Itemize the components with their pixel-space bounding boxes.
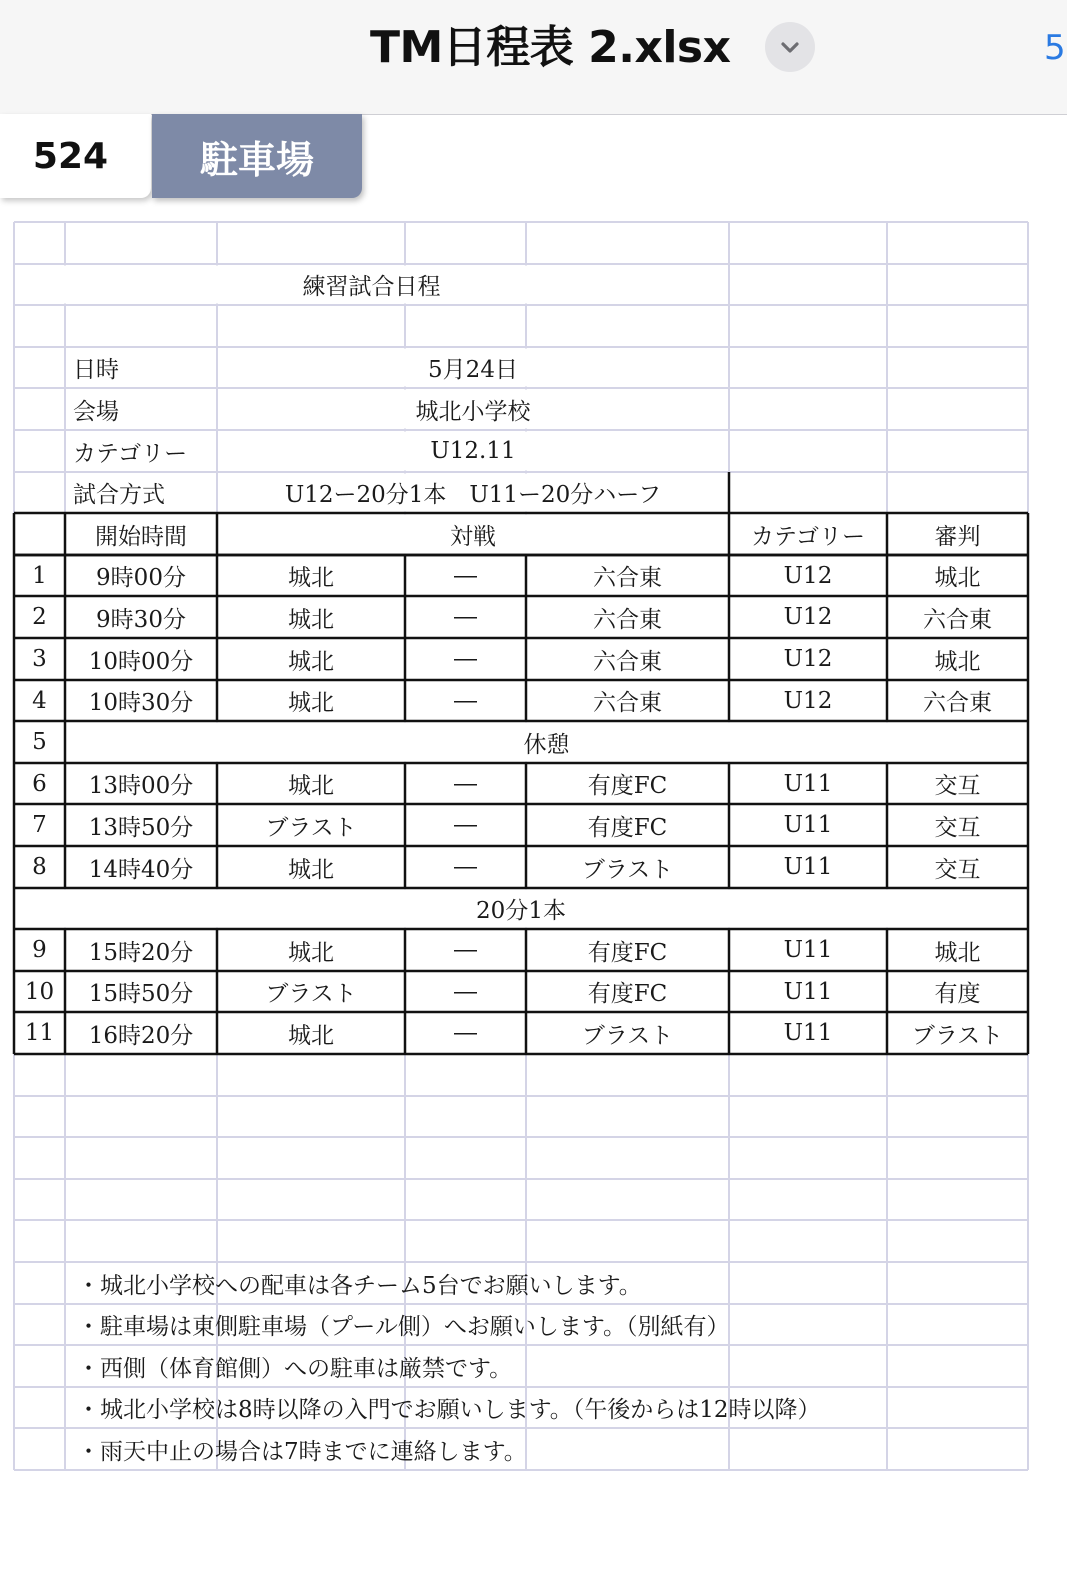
note-line[interactable]: ・雨天中止の場合は7時までに連絡します。 (77, 1438, 527, 1465)
start-time-cell[interactable]: 9時30分 (96, 606, 186, 633)
start-time-cell[interactable]: 10時00分 (88, 648, 194, 675)
category-cell[interactable]: U12 (783, 562, 833, 589)
row-number[interactable]: 2 (32, 604, 47, 630)
category-cell[interactable]: U11 (783, 937, 833, 963)
referee-cell[interactable]: 交互 (934, 856, 981, 883)
row-number[interactable]: 1 (32, 562, 47, 589)
note-line[interactable]: ・城北小学校は8時以降の入門でお願いします。（午後からは12時以降） (77, 1397, 821, 1423)
referee-cell[interactable]: 城北 (934, 939, 981, 966)
row-number[interactable]: 11 (24, 1020, 55, 1046)
start-time-cell[interactable]: 16時20分 (88, 1022, 194, 1049)
away-team-cell[interactable]: 六合東 (593, 690, 662, 716)
versus-cell[interactable]: ― (454, 646, 477, 672)
note-line[interactable]: ・城北小学校への配車は各チーム5台でお願いします。 (77, 1272, 642, 1299)
note-line[interactable]: ・駐車場は東側駐車場（プール側）へお願いします。（別紙有） (77, 1314, 730, 1340)
away-team-cell[interactable]: 有度FC (587, 814, 668, 841)
versus-cell[interactable]: ― (454, 1020, 477, 1046)
versus-cell[interactable]: ― (454, 770, 477, 797)
start-time-cell[interactable]: 15時50分 (88, 981, 194, 1007)
column-header-start-time[interactable]: 開始時間 (95, 523, 187, 550)
row-number[interactable]: 3 (32, 646, 47, 672)
away-team-cell[interactable]: ブラスト (581, 856, 674, 883)
home-team-cell[interactable]: 城北 (288, 690, 334, 716)
away-team-cell[interactable]: 有度FC (587, 773, 668, 799)
category-cell[interactable]: U11 (783, 770, 833, 797)
info-value[interactable]: U12ー20分1本 U11ー20分ハーフ (284, 482, 662, 508)
start-time-cell[interactable]: 13時50分 (88, 814, 194, 841)
break-row[interactable]: 休憩 (523, 731, 570, 758)
file-title: TM日程表 2.xlsx (370, 22, 731, 73)
row-number[interactable]: 7 (32, 812, 47, 838)
away-team-cell[interactable]: 六合東 (593, 565, 662, 591)
info-label[interactable]: 日時 (73, 357, 119, 383)
versus-cell[interactable]: ― (454, 854, 477, 880)
category-cell[interactable]: U11 (783, 1020, 833, 1046)
start-time-cell[interactable]: 15時20分 (88, 939, 194, 966)
referee-cell[interactable]: 交互 (934, 773, 981, 799)
row-number[interactable]: 8 (32, 854, 47, 880)
referee-cell[interactable]: 交互 (934, 814, 981, 841)
info-label[interactable]: カテゴリー (73, 440, 188, 467)
away-team-cell[interactable]: ブラスト (581, 1022, 674, 1049)
sheet-tab-524[interactable]: 524 (0, 114, 151, 198)
info-value[interactable]: U12.11 (430, 438, 516, 464)
home-team-cell[interactable]: ブラスト (265, 814, 357, 841)
start-time-cell[interactable]: 9時00分 (96, 565, 186, 591)
versus-cell[interactable]: ― (454, 812, 477, 838)
column-header-referee[interactable]: 審判 (934, 523, 981, 550)
row-number[interactable]: 4 (32, 687, 47, 714)
category-cell[interactable]: U11 (783, 812, 833, 838)
home-team-cell[interactable]: 城北 (288, 1022, 334, 1049)
versus-cell[interactable]: ― (454, 562, 477, 589)
start-time-cell[interactable]: 10時30分 (88, 690, 194, 716)
home-team-cell[interactable]: 城北 (288, 565, 334, 591)
row-number[interactable]: 10 (24, 978, 55, 1005)
category-cell[interactable]: U12 (783, 646, 833, 672)
away-team-cell[interactable]: 有度FC (587, 981, 668, 1007)
home-team-cell[interactable]: 城北 (288, 648, 334, 675)
note-line[interactable]: ・西側（体育館側）への駐車は厳禁です。 (77, 1355, 513, 1382)
info-value[interactable]: 5月24日 (428, 357, 518, 383)
referee-cell[interactable]: 六合東 (923, 606, 992, 633)
column-header-match[interactable]: 対戦 (450, 523, 496, 550)
home-team-cell[interactable]: 城北 (288, 856, 334, 883)
row-number[interactable]: 9 (32, 937, 47, 963)
sheet-title[interactable]: 練習試合日程 (302, 274, 441, 300)
versus-cell[interactable]: ― (454, 687, 477, 714)
start-time-cell[interactable]: 14時40分 (88, 856, 194, 883)
versus-cell[interactable]: ― (454, 978, 477, 1005)
referee-cell[interactable]: 城北 (934, 648, 981, 675)
home-team-cell[interactable]: 城北 (288, 773, 334, 799)
toolbar-edge-icon[interactable]: 5 (1044, 28, 1066, 68)
column-header-category[interactable]: カテゴリー (750, 523, 866, 550)
versus-cell[interactable]: ― (454, 604, 477, 630)
referee-cell[interactable]: 城北 (934, 565, 981, 591)
versus-cell[interactable]: ― (454, 937, 477, 963)
away-team-cell[interactable]: 有度FC (587, 939, 668, 966)
referee-cell[interactable]: 有度 (934, 981, 981, 1007)
sheet-tab-parking[interactable]: 駐車場 (152, 114, 362, 198)
category-cell[interactable]: U12 (783, 604, 833, 630)
referee-cell[interactable]: ブラスト (911, 1022, 1004, 1049)
home-team-cell[interactable]: 城北 (288, 606, 334, 633)
away-team-cell[interactable]: 六合東 (593, 648, 662, 675)
away-team-cell[interactable]: 六合東 (593, 606, 662, 633)
schedule-banner[interactable]: 20分1本 (476, 898, 566, 924)
category-cell[interactable]: U11 (783, 854, 833, 880)
category-cell[interactable]: U12 (783, 687, 833, 714)
info-value[interactable]: 城北小学校 (415, 398, 531, 425)
row-number[interactable]: 6 (32, 770, 47, 797)
category-cell[interactable]: U11 (783, 978, 833, 1005)
info-label[interactable]: 会場 (73, 398, 119, 425)
referee-cell[interactable]: 六合東 (923, 690, 992, 716)
start-time-cell[interactable]: 13時00分 (88, 773, 194, 799)
info-label[interactable]: 試合方式 (73, 482, 165, 508)
home-team-cell[interactable]: 城北 (288, 939, 334, 966)
row-number[interactable]: 5 (32, 729, 47, 755)
home-team-cell[interactable]: ブラスト (265, 981, 357, 1007)
